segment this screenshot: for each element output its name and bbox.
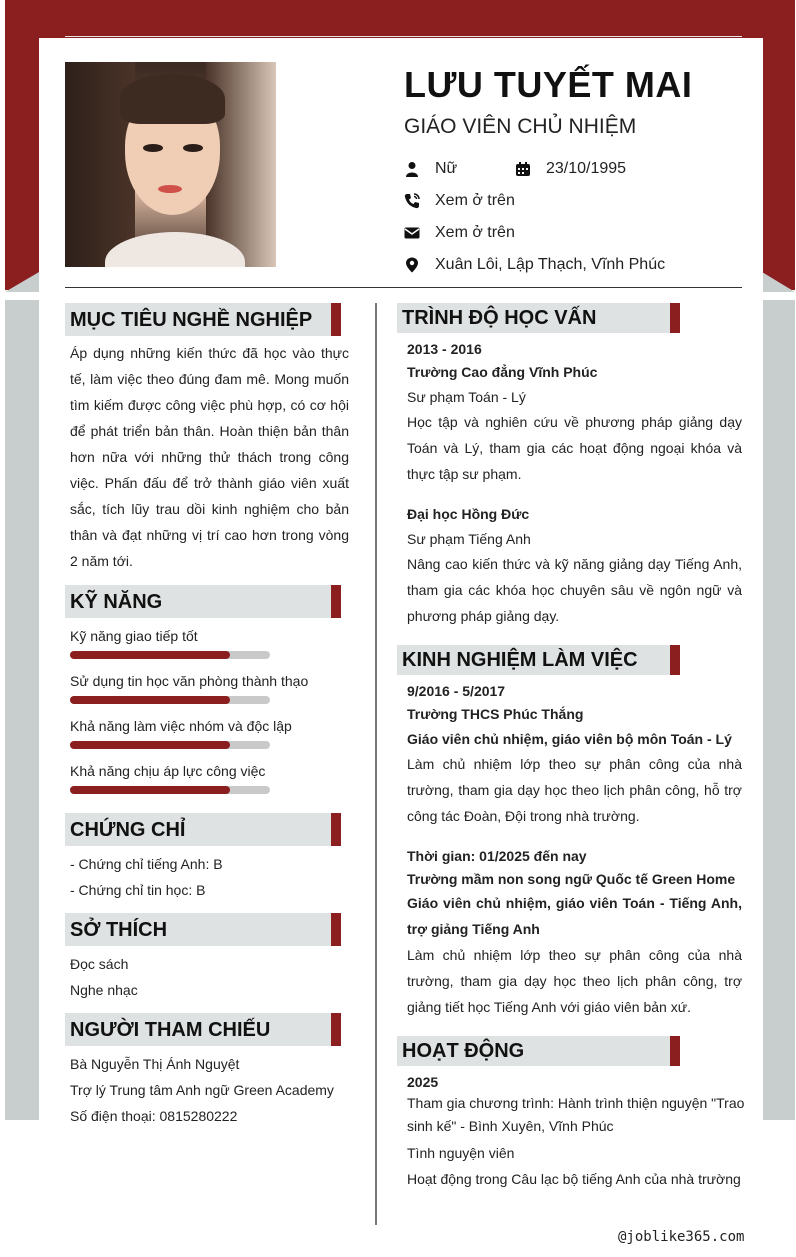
references-heading: NGƯỜI THAM CHIẾU (70, 1019, 271, 1041)
address-value: Xuân Lôi, Lập Thạch, Vĩnh Phúc (435, 256, 666, 273)
education-school: Trường Cao đẳng Vĩnh Phúc (407, 364, 598, 380)
certificate-item: - Chứng chỉ tiếng Anh: B (70, 856, 223, 872)
envelope-icon (404, 225, 420, 241)
section-accent-bar (331, 303, 341, 336)
left-red-band (5, 0, 39, 290)
right-notch (762, 272, 795, 292)
skill-bar-fill (70, 786, 230, 794)
email-row (404, 224, 515, 242)
top-rule (65, 36, 742, 37)
skill-bar-fill (70, 741, 230, 749)
experience-desc: Làm chủ nhiệm lớp theo sự phân công của nhà trường, tham gia dạy học theo lịch phân công, hỗ trợ công tác Đoàn, Đội trong nhà trường. (407, 756, 742, 824)
education-desc: Học tập và nghiên cứu về phương pháp giảng dạy Toán và Lý, tham gia các hoạt động ngoại khóa và thực tập sư phạm. (407, 414, 742, 482)
header-band (5, 0, 795, 38)
section-accent-bar (670, 1036, 680, 1066)
watermark: @joblike365.com (618, 1229, 745, 1245)
activity-detail: Hoạt động trong Câu lạc bộ tiếng Anh của nhà trường (407, 1171, 741, 1187)
right-red-band (762, 0, 795, 290)
hobbies-heading: SỞ THÍCH (70, 919, 168, 941)
education-header (397, 303, 680, 333)
job-title: GIÁO VIÊN CHỦ NHIỆM (404, 115, 637, 138)
header-divider (65, 287, 742, 288)
skill-bar-fill (70, 651, 230, 659)
section-accent-bar (670, 645, 680, 675)
activity-program: Tham gia chương trình: Hành trình thiện nguyện "Trao sinh kế" - Bình Xuyên, Vĩnh Phúc (407, 1095, 745, 1134)
reference-item: Bà Nguyễn Thị Ánh Nguyệt (70, 1056, 240, 1072)
experience-period: Thời gian: 01/2025 đến nay (407, 848, 587, 864)
references-header (65, 1013, 341, 1046)
gender-row (404, 160, 457, 178)
calendar-icon (515, 161, 531, 177)
skill-bar (70, 786, 270, 794)
experience-company: Trường mầm non song ngữ Quốc tế Green Home (407, 871, 736, 887)
education-desc: Nâng cao kiến thức và kỹ năng giảng dạy Tiếng Anh, tham gia các khóa học chuyên sâu về ngôn ngữ và phương pháp giảng dạy. (407, 556, 742, 624)
objective-header (65, 303, 341, 336)
education-major: Sư phạm Toán - Lý (407, 389, 526, 405)
activities-heading: HOẠT ĐỘNG (402, 1040, 525, 1062)
experience-period: 9/2016 - 5/2017 (407, 683, 506, 699)
dob-row (515, 160, 626, 178)
section-accent-bar (331, 585, 341, 618)
skill-label: Khả năng làm việc nhóm và độc lập (70, 718, 292, 734)
email-value: Xem ở trên (435, 224, 515, 241)
experience-heading: KINH NGHIỆM LÀM VIỆC (402, 649, 638, 671)
section-accent-bar (670, 303, 680, 333)
section-accent-bar (331, 913, 341, 946)
hobbies-header (65, 913, 341, 946)
skills-heading: KỸ NĂNG (70, 591, 163, 613)
skill-label: Sử dụng tin học văn phòng thành thạo (70, 673, 309, 689)
activities-header (397, 1036, 680, 1066)
activity-role: Tình nguyện viên (407, 1145, 515, 1161)
certificates-header (65, 813, 341, 846)
education-period: 2013 - 2016 (407, 341, 482, 357)
activity-year: 2025 (407, 1074, 439, 1090)
section-accent-bar (331, 1013, 341, 1046)
skill-bar (70, 741, 270, 749)
candidate-name: LƯU TUYẾT MAI (404, 64, 693, 105)
education-school: Đại học Hồng Đức (407, 506, 530, 522)
user-icon (404, 161, 420, 177)
skill-bar (70, 651, 270, 659)
section-accent-bar (331, 813, 341, 846)
reference-item: Trợ lý Trung tâm Anh ngữ Green Academy (70, 1082, 334, 1098)
education-heading: TRÌNH ĐỘ HỌC VẤN (402, 307, 597, 329)
left-notch (5, 272, 39, 292)
profile-photo (65, 62, 276, 267)
address-row (404, 256, 665, 274)
hobby-item: Nghe nhạc (70, 982, 138, 998)
skills-header (65, 585, 341, 618)
phone-value: Xem ở trên (435, 192, 515, 209)
education-major: Sư phạm Tiếng Anh (407, 531, 531, 547)
dob-value: 23/10/1995 (546, 160, 627, 177)
objective-text: Áp dụng những kiến thức đã học vào thực tế, làm việc theo đúng đam mê. Mong muốn tìm kiếm được công việc phù hợp, có cơ hội để phát triển bản thân. Hoàn thiện bản thân hơn nữa với những thử thách trong công việc. Phấn đấu để trở thành giáo viên xuất sắc, tích lũy trau dồi kinh nghiệm cho bản thân và đạt những vị trí cao hơn trong vòng 2 năm tới. (70, 345, 349, 569)
reference-item: Số điện thoại: 0815280222 (70, 1108, 238, 1124)
gender-value: Nữ (435, 160, 458, 177)
experience-desc: Làm chủ nhiệm lớp theo sự phân công của nhà trường, tham gia dạy học theo lịch phân công, trợ giảng tiết học Tiếng Anh với giáo viên bản xứ. (407, 947, 742, 1015)
certificates-heading: CHỨNG CHỈ (70, 819, 186, 841)
experience-company: Trường THCS Phúc Thắng (407, 706, 584, 722)
hobby-item: Đọc sách (70, 956, 129, 972)
left-grey-band (5, 300, 39, 1120)
phone-row (404, 192, 515, 210)
right-grey-band (762, 300, 795, 1120)
skill-label: Kỹ năng giao tiếp tốt (70, 628, 198, 644)
column-divider (375, 303, 377, 1225)
objective-heading: MỤC TIÊU NGHỀ NGHIỆP (70, 309, 313, 331)
experience-role: Giáo viên chủ nhiệm, giáo viên Toán - Tiếng Anh, trợ giảng Tiếng Anh (407, 895, 742, 937)
phone-icon (404, 193, 420, 209)
map-pin-icon (404, 257, 420, 273)
experience-header (397, 645, 680, 675)
skill-bar (70, 696, 270, 704)
skill-bar-fill (70, 696, 230, 704)
experience-role: Giáo viên chủ nhiệm, giáo viên bộ môn Toán - Lý (407, 731, 732, 747)
certificate-item: - Chứng chỉ tin học: B (70, 882, 206, 898)
skill-label: Khả năng chịu áp lực công việc (70, 763, 266, 779)
